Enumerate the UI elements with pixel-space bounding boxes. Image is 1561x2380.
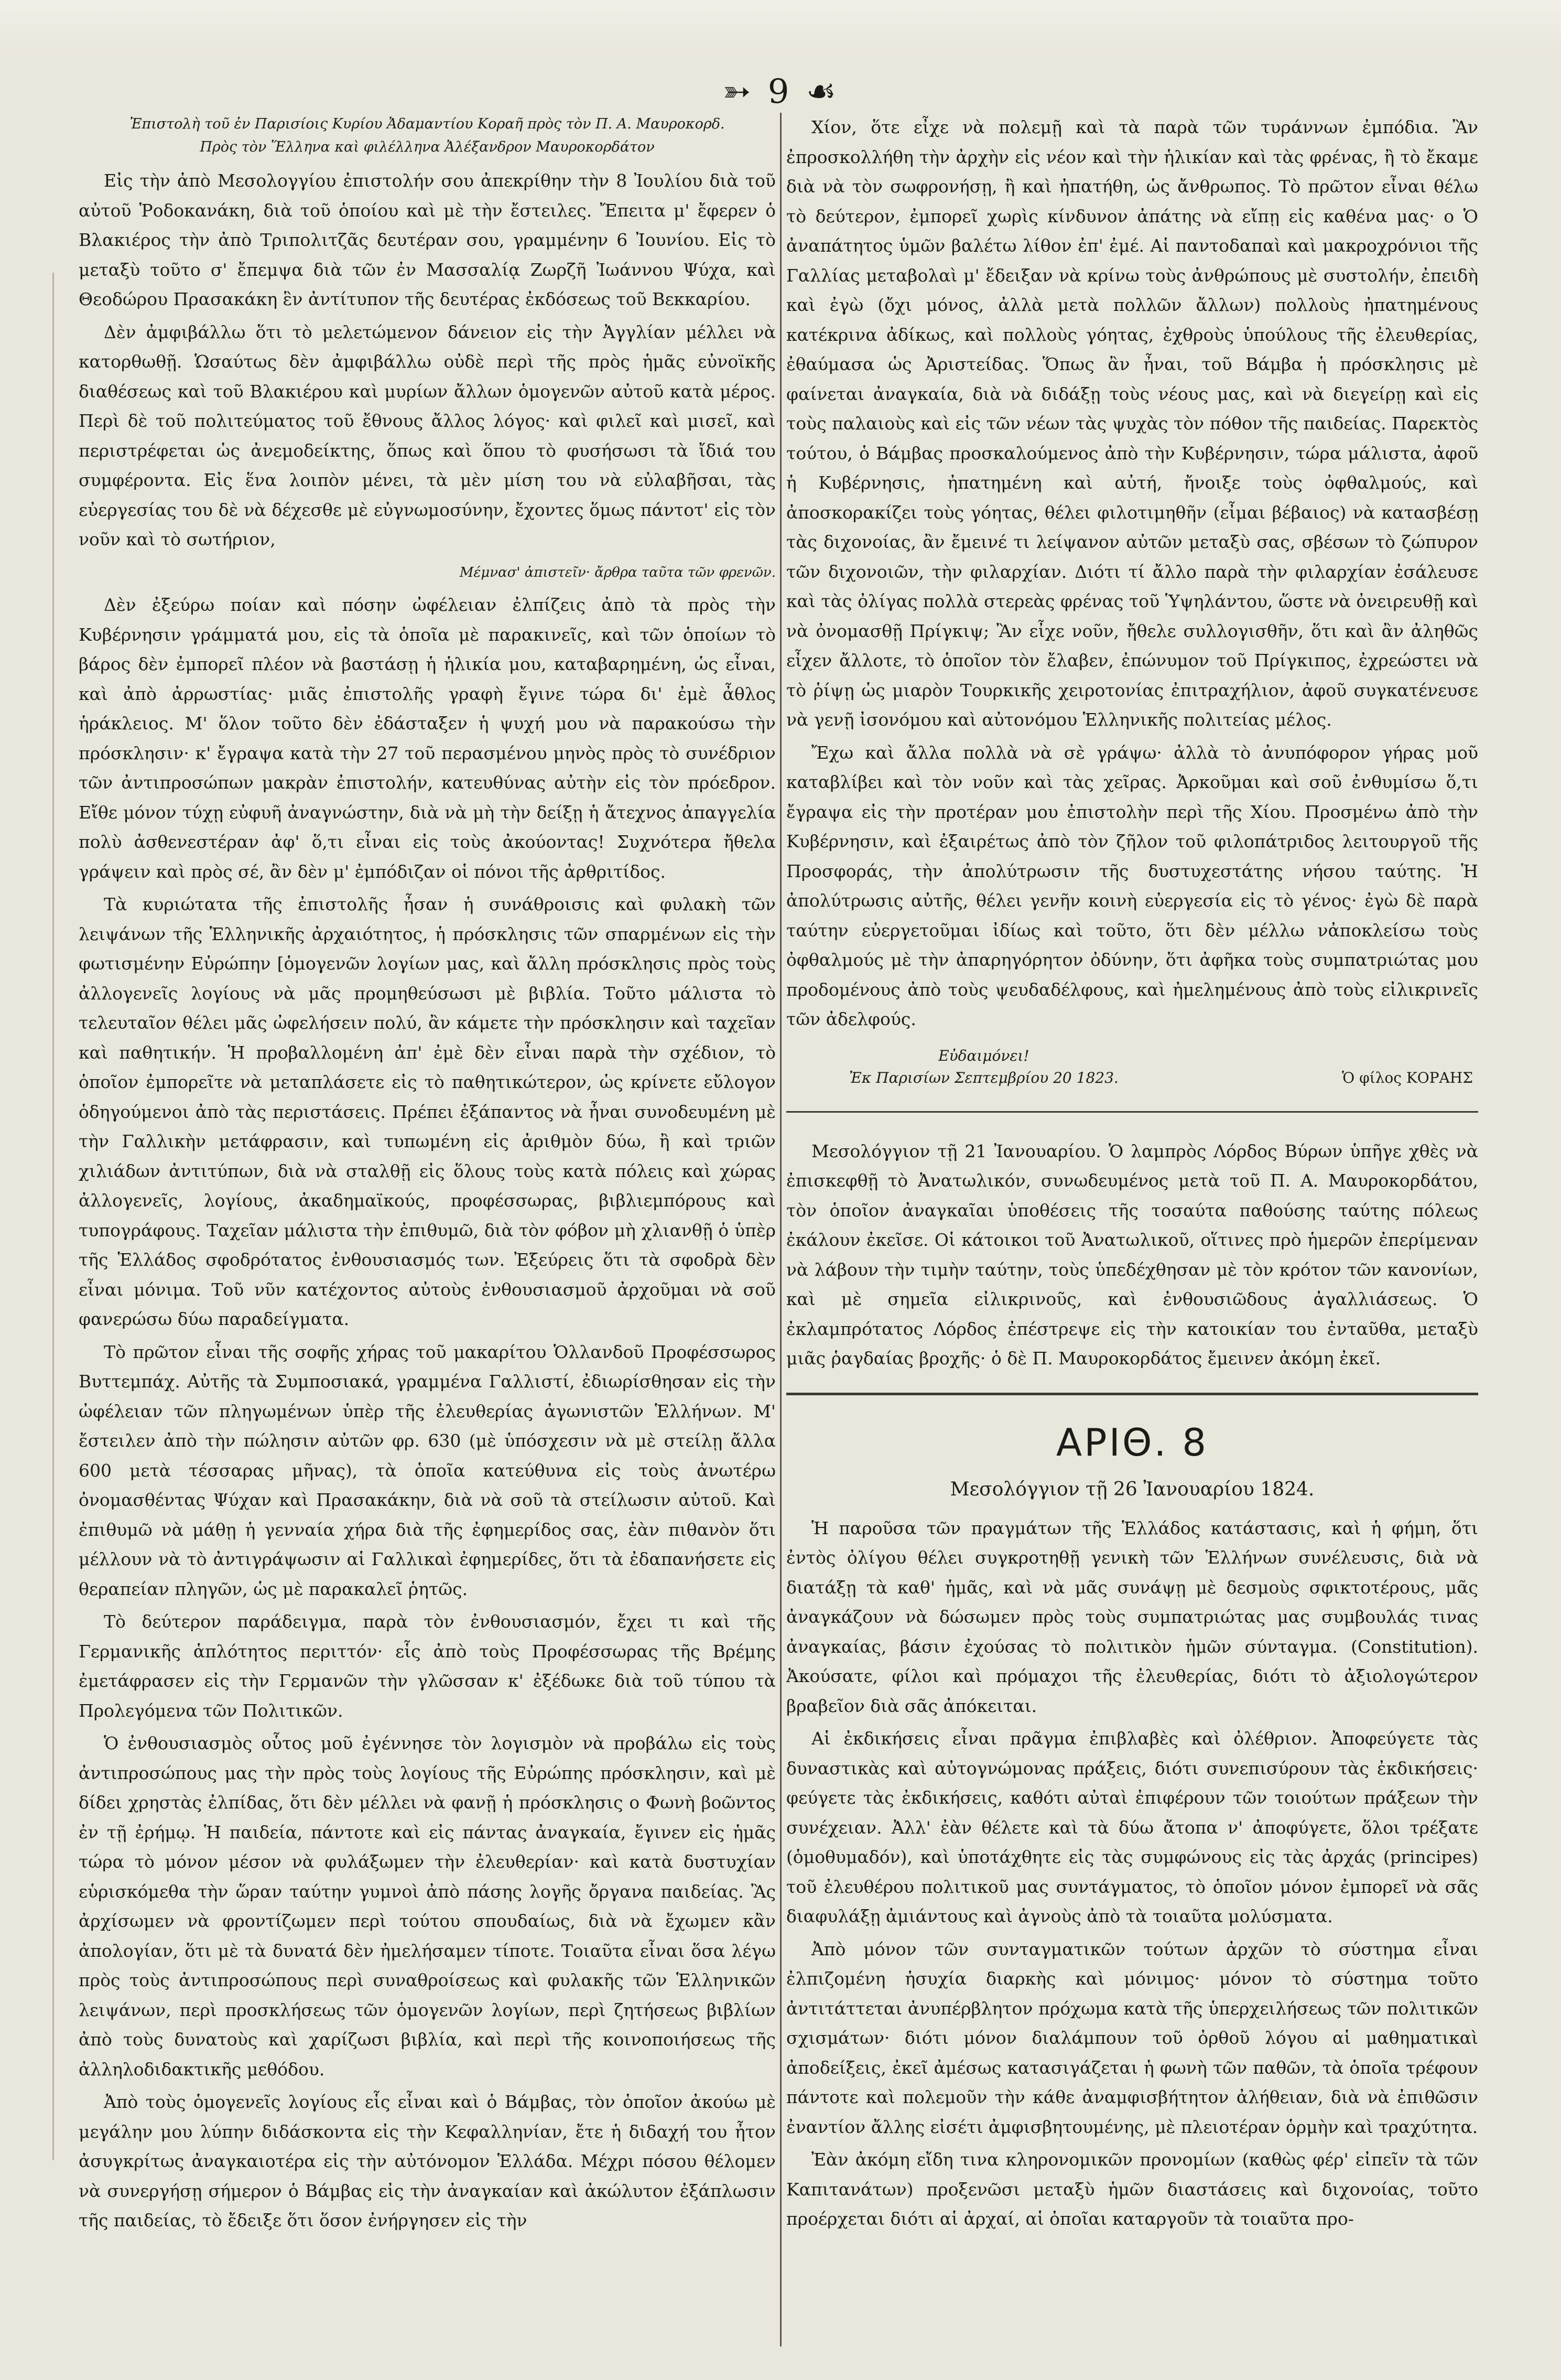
letter-heading <box>79 113 776 159</box>
paragraph: Εἰς τὴν ἀπὸ Μεσολογγίου ἐπιστολήν σου ἀπεκρίθην τὴν 8 Ἰουλίου διὰ τοῦ αὐτοῦ Ῥοδοκανάκη, διὰ τοῦ ὁποίου καὶ μὲ τὴν ἔστειλες. Ἔπειτα μ' ἔφερεν ὁ Βλακιέρος τὴν ἀπὸ Τριπολιτζᾶς δευτέραν σου, γραμμένην 6 Ἰουνίου. Εἰς τὸ μεταξὺ τοῦτο σ' ἔπεμψα διὰ τῶν ἐν Μασσαλίᾳ Ζωρζῆ Ἰωάννου Ψύχα, καὶ Θεοδώρου Πρασακάκη ἓν ἀντίτυπον τῆς δευτέρας ἐκδόσεως τοῦ Βεκκαρίου. <box>79 170 776 309</box>
page-number <box>713 68 849 115</box>
paragraph: Τὸ δεύτερον παράδειγμα, παρὰ τὸν ἐνθουσιασμόν, ἔχει τι καὶ τῆς Γερμανικῆς ἁπλότητος περιττόν· εἷς ἀπὸ τοὺς Προφέσσωρας τῆς Βρέμης ἐμετάφρασεν εἰς τὴν Γερμανῶν τὴν γλῶσσαν κ' ἐξέδωκε διὰ τοῦ τύπου τὰ Προλεγόμενα τῶν Πολιτικῶν. <box>79 1611 776 1721</box>
letter-signoff <box>786 1045 1478 1089</box>
signature: Ὁ φίλος ΚΟΡΑΗΣ <box>1342 1069 1473 1086</box>
paragraph: Τὸ πρῶτον εἶναι τῆς σοφῆς χήρας τοῦ μακαρίτου Ὁλλανδοῦ Προφέσσωρος Βυττεμπάχ. Αὐτῆς τὰ Συμποσιακά, γραμμένα Γαλλιστί, ἐδιωρίσθησαν εἰς τὴν ὠφέλειαν τῶν πληγωμένων ὑπὲρ τῆς ἐλευθερίας ἀγωνιστῶν Ἑλλήνων. Μ' ἔστειλεν ἀπὸ τὴν πώλησιν αὐτῶν φρ. 630 (μὲ ὑπόσχεσιν νὰ μὲ στείλῃ ἄλλα 600 μετὰ τέσσαρας μῆνας), τὰ ὁποῖα κατεύθυνα εἰς τοὺς ἀνωτέρω ὀνομασθέντας Ψύχαν καὶ Πρασακάκην, διὰ νὰ σοῦ τὰ στείλωσιν αὐτοῦ. Καὶ ἐπιθυμῶ νὰ μάθῃ ἡ γενναία χήρα διὰ τῆς ἐφημερίδος σας, ἐὰν πιθανὸν ὅτι μέλλουν νὰ τὸ ἀντιγράψωσιν αἱ Γαλλικαὶ ἐφημερίδες, ὅτι τὰ ἐδαπανήσετε εἰς θεραπείαν πληγῶν, ὡς μὲ παρακαλεῖ ῥητῶς. <box>79 1341 776 1599</box>
section-rule <box>786 1393 1478 1395</box>
news-paragraph: Μεσολόγγιον τῇ 21 Ἰανουαρίου. Ὁ λαμπρὸς Λόρδος Βύρων ὑπῆγε χθὲς νὰ ἐπισκεφθῇ τὸ Ἀνατωλικόν, συνωδευμένος μετὰ τοῦ Π. Α. Μαυροκορδάτου, τὸν ὁποῖον ἀναγκαῖαι ὑποθέσεις τῆς τοσαύτα παθούσης ταύτης πόλεως ἐκάλουν ἐκεῖσε. Οἱ κάτοικοι τοῦ Ἀνατωλικοῦ, οἵτινες πρὸ ἡμερῶν ἐπερίμεναν νὰ λάβουν τὴν τιμὴν ταύτην, τοὺς ὑπεδέχθησαν μὲ τὸν κρότον τῶν κανονίων, καὶ μὲ σημεῖα εἰλικρινοῦς, καὶ ἐνθουσιῶδους ἀγαλλιάσεως. Ὁ ἐκλαμπρότατος Λόρδος ἐπέστρεψε εἰς τὴν κατοικίαν του ἐνταῦθα, μεταξὺ μιᾶς ῥαγδαίας βροχῆς· ὁ δὲ Π. Μαυροκορδάτος ἔμεινεν ἀκόμη ἐκεῖ. <box>786 1140 1478 1369</box>
ornament-left-icon: ➳ <box>722 72 754 111</box>
paragraph: Ὁ ἐνθουσιασμὸς οὗτος μοῦ ἐγέννησε τὸν λογισμὸν νὰ προβάλω εἰς τοὺς ἀντιπροσώπους μας τὴν πρὸς τοὺς λογίους τῆς Εὐρώπης πρόσκλησιν, καὶ μὲ δίδει χρηστὰς ἐλπίδας, ὅτι δὲν μέλλει νὰ φανῇ ἡ πρόσκλησις ο Φωνὴ βοῶντος ἐν τῇ ἐρήμῳ. Ἡ παιδεία, πάντοτε καὶ εἰς πάντας ἀναγκαία, ἔγινεν εἰς ἡμᾶς τώρα τὸ μόνον μέσον νὰ φυλάξωμεν τὴν ἐλευθερίαν· καὶ κατὰ δυστυχίαν εὑρισκόμεθα τὴν ὥραν ταύτην γυμνοὶ ἀπὸ πάσης λογῆς ὄργανα παιδείας. Ἂς ἀρχίσωμεν νὰ φροντίζωμεν περὶ τούτου σπουδαίως, διὰ νὰ ἔχωμεν κἂν ἀπολογίαν, ὅτι μὲ τὰ δυνατά δὲν ἠμελήσαμεν τίποτε. Τοιαῦτα εἶναι ὅσα λέγω πρὸς τοὺς ἀντιπροσώπους περὶ συναθροίσεως καὶ φυλακῆς τῶν Ἑλληνικῶν λειψάνων, περὶ προσκλήσεως τῶν ὁμογενῶν λογίων, περὶ ζητήσεως βιβλίων ἀπὸ τοὺς δυνατοὺς καὶ χαρίζωσι βιβλία, καὶ περὶ τῆς κοινοποιήσεως τῆς ἀλληλοδιδακτικῆς μεθόδου. <box>79 1733 776 2080</box>
paragraph: Ἀπὸ μόνον τῶν συνταγματικῶν τούτων ἀρχῶν τὸ σύστημα εἶναι ἐλπιζομένη ἡσυχία διαρκὴς καὶ μόνιμος· μόνον τὸ σύστημα τοῦτο ἀντιτάττεται ἀνυπέρβλητον πρόχωμα κατὰ τῆς ὑπερχειλήσεως τῶν πολιτικῶν σχισμάτων· διότι μόνον διαλάμπουν τοῦ ὀρθοῦ λόγου αἱ μαθηματικαὶ ἀποδείξεις, ἐκεῖ ἀμέσως κατασιγάζεται ἡ φωνὴ τῶν παθῶν, τὰ ὁποῖα τρέφουν πάντοτε καὶ πολεμοῦν τὴν κάθε ἀναμφισβήτητον ἀλήθειαν, διὰ νὰ ἐπιθῶσιν ἐναντίον ἄλλης εἰσέτι ἀμφισβητουμένης, μὲ πλειοτέραν ὁρμὴν καὶ τραχύτητα. <box>786 1939 1478 2137</box>
letter-heading-line: Ἐπιστολὴ τοῦ ἐν Παρισίοις Κυρίου Ἀδαμαντίου Κοραῆ πρὸς τὸν Π. Α. Μαυροκορδ. <box>129 116 725 132</box>
verse-quote: Μέμνασ' ἀπιστεῖν· ἄρθρα ταῦτα τῶν φρενῶν. <box>459 564 776 580</box>
paragraph: Τὰ κυριώτατα τῆς ἐπιστολῆς ἦσαν ἡ συνάθροισις καὶ φυλακὴ τῶν λειψάνων τῆς Ἑλληνικῆς ἀρχαιότητος, ἡ πρόσκλησις τῶν σπαρμένων εἰς τὴν φωτισμένην Εὐρώπην [ὁμογενῶν λογίων μας, καὶ ἄλλη πρόσκλησις πρὸς τοὺς ἀλλογενεῖς λογίους νὰ μᾶς προμηθεύσωσι μὲ βιβλία. Τοῦτο μάλιστα τὸ τελευταῖον θέλει μᾶς ὠφελήσειν πολύ, ἂν κάμετε τὴν πρόσκλησιν καὶ ταχεῖαν καὶ παθητικήν. Ἡ προβαλλομένη ἀπ' ἐμὲ δὲν εἶναι παρὰ τὴν σχέδιον, τὸ ὁποῖον ἐμπορεῖτε νὰ μεταπλάσετε εἰς τὸ παθητικώτερον, ὡς κρίνετε εὔλογον ὁδηγούμενοι ἀπὸ τὰς περιστάσεις. Πρέπει ἐξάπαντος νὰ ἦναι συνοδευμένη μὲ τὴν Γαλλικὴν μετάφρασιν, καὶ τυπωμένη εἰς ἀριθμὸν δύω, ἢ καὶ τριῶν χιλιάδων ἀντιτύπων, διὰ νὰ σταλθῇ εἰς ὅλους τοὺς κατὰ πόλεις καὶ χώρας ἀλλογενεῖς, λογίους, ἀκαδημαϊκούς, προφέσσωρας, βιβλιεμπόρους καὶ τυπογράφους. Ταχεῖαν μάλιστα τὴν ἐπιθυμῶ, διὰ τὸν φόβον μὴ χλιανθῇ ὁ ὑπὲρ τῆς Ἑλλάδος σφοδρότατος ἐνθουσιασμός των. Ἐξεύρεις ὅτι τὰ σφοδρὰ δὲν εἶναι μόνιμα. Τοῦ νῦν κατέχοντος αὐτοὺς ἐνθουσιασμοῦ ἀρχοῦμαι νὰ σοῦ φανερώσω δύω παραδείγματα. <box>79 894 776 1329</box>
left-column <box>79 113 776 2346</box>
paragraph: Αἱ ἐκδικήσεις εἶναι πρᾶγμα ἐπιβλαβὲς καὶ ὀλέθριον. Ἀποφεύγετε τὰς δυναστικὰς καὶ αὐτογνώμονας πράξεις, διότι συνεπισύρουν τὰς ἐκδικήσεις· φεύγετε τὰς ἐκδικήσεις, καθότι αὐταὶ ἐπιφέρουν τῶν τοιούτων πράξεων τὴν συνέχειαν. Ἀλλ' ἐὰν θέλετε καὶ τὰ δύω ἄτοπα ν' ἀποφύγετε, ὅλοι τρέξατε (ὁμοθυμαδόν), καὶ ὑποτάχθητε εἰς τὰς συμφώνους εἰς τὰς ἀρχάς (principes) τοῦ ἐλευθέρου πολιτικοῦ μας συντάγματος, τὸ ὁποῖον μόνον ἐμπορεῖ νὰ σᾶς διαφυλάξῃ ἀμιάντους καὶ ἀγνοὺς ἀπὸ τὰ τοιαῦτα μολύσματα. <box>786 1728 1478 1926</box>
section-rule <box>786 1111 1478 1113</box>
place-date: Ἐκ Παρισίων Σεπτεμβρίου 20 1823. <box>849 1069 1119 1086</box>
paragraph: Χίον, ὅτε εἶχε νὰ πολεμῇ καὶ τὰ παρὰ τῶν τυράννων ἐμπόδια. Ἂν ἐπροσκολλήθη τὴν ἀρχὴν εἰς νέον καὶ τὴν ἡλικίαν καὶ τὰς φρένας, ἢ τὸ ἔκαμε διὰ νὰ τὸν σωφρονήσῃ, ἢ καὶ ἠπατήθη, ὡς ἄνθρωπος. Τὸ πρῶτον εἶναι θέλω τὸ δεύτερον, ἐμπορεῖ χωρὶς κίνδυνον ἀπάτης νὰ εἴπῃ εἰς καθένα μας· ο Ὁ ἀναπάτητος ὑμῶν βαλέτω λίθον ἐπ' ἐμέ. Αἱ παντοδαπαὶ καὶ μακροχρόνιοι τῆς Γαλλίας μεταβολαὶ μ' ἔδειξαν νὰ κρίνω τοὺς ἀνθρώπους μὲ συστολήν, ἐπειδὴ καὶ ἐγὼ (ὄχι μόνος, ἀλλὰ μετὰ πολλῶν ἄλλων) πολλοὺς ἠπατημένους κατέκρινα ἀδίκως, καὶ πολλοὺς γόητας, ἐχθροὺς ὑπούλους τῆς ἐλευθερίας, ἐθαύμασα ὡς Ἀριστείδας. Ὅπως ἂν ἦναι, τοῦ Βάμβα ἡ πρόσκλησις μὲ φαίνεται ἀναγκαία, διὰ νὰ διδάξῃ τοὺς νέους μας, καὶ νὰ διεγείρῃ καὶ εἰς τοὺς παλαιοὺς καὶ εἰς τῶν νέων τὰς ψυχὰς τὸν πόθον τῆς παιδείας. Παρεκτὸς τούτου, ὁ Βάμβας προσκαλούμενος ἀπὸ τὴν Κυβέρνησιν, τώρα μάλιστα, ἀφοῦ ἡ Κυβέρνησις, ἠπατημένη καὶ αὐτή, ἤνοιξε τοὺς ὀφθαλμούς, καὶ ἀποσκορακίζει τοὺς γόητας, θέλει φιλοτιμηθῆν (εἶμαι βέβαιος) νὰ κατασβέσῃ τὰς διχονοίας, ἂν ἔμεινέ τι λείψανον αὐτῶν μεταξὺ σας, σβέσων τὸ ζώπυρον τῶν διχονοιῶν, τὴν φιλαρχίαν. Διότι τί ἄλλο παρὰ τὴν φιλαρχίαν ἐσάλευσε καὶ τὰς ὀλίγας πολλὰ στερεὰς φρένας τοῦ Ὑψηλάντου, ὥστε νὰ ὀνειρευθῇ καὶ νὰ ὀνομασθῇ Πρίγκιψ; Ἂν εἶχε νοῦν, ἤθελε συλλογισθῆν, ὅτι καὶ ἂν ἀληθῶς εἶχεν ἄλλοτε, τὸ ὁποῖον τὸν ἔλαβεν, ἐπώνυμον τοῦ Πρίγκιπος, ἐχρεώστει νὰ τὸ ῥίψῃ ὡς μιαρὸν Τουρκικῆς χειροτονίας ἐπιτραχήλιον, ἀφοῦ συγκατένευσε νὰ γενῇ ἰσονόμου καὶ αὐτονόμου Ἑλληνικῆς πολιτείας μέλος. <box>786 117 1478 730</box>
binding-edge <box>52 273 54 2160</box>
paragraph: Ἀπὸ τοὺς ὁμογενεῖς λογίους εἷς εἶναι καὶ ὁ Βάμβας, τὸν ὁποῖον ἀκούω μὲ μεγάλην μου λύπην διδάσκοντα εἰς τὴν Κεφαλληνίαν, ἔτε ἡ διδαχή του ἦτον ἀσυγκρίτως ἀναγκαιοτέρα εἰς τὴν αὐτόνομον Ἑλλάδα. Μέχρι πόσου θέλομεν νὰ συνεργήσῃ σήμερον ὁ Βάμβας εἰς τὴν ἀναγκαίαν καὶ ἀκώλυτον ἐξάπλωσιν τῆς παιδείας, τὸ ἔδειξε ὅτι ὅσον ἐνήργησεν εἰς τὴν <box>79 2092 776 2231</box>
issue-title: ΑΡΙΘ. 8 <box>1056 1420 1209 1464</box>
issue-dateline: Μεσολόγγιον τῇ 26 Ἰανουαρίου 1824. <box>950 1478 1315 1500</box>
right-column <box>786 113 1478 2346</box>
signoff-left <box>849 1045 1119 1089</box>
letter-heading-line: Πρὸς τὸν Ἕλληνα καὶ φιλέλληνα Ἀλέξανδρον Μαυροκορδάτον <box>200 139 655 155</box>
farewell: Εὐδαιμόνει! <box>938 1047 1029 1064</box>
page-number-value: 9 <box>767 72 793 111</box>
paragraph: Ἐὰν ἀκόμη εἴδη τινα κληρονομικῶν προνομίων (καθὼς φέρ' εἰπεῖν τὰ τῶν Καπιτανάτων) προξενῶσι μεταξὺ ἡμῶν διαστάσεις καὶ διχονοίας, τοῦτο προέρχεται διότι αἱ ἀρχαί, αἱ ὁποῖαι καταργοῦν τὰ τοιαῦτα προ- <box>786 2149 1478 2229</box>
ornament-right-icon: ☙ <box>806 72 840 111</box>
paragraph: Δὲν ἐξεύρω ποίαν καὶ πόσην ὠφέλειαν ἐλπίζεις ἀπὸ τὰ πρὸς τὴν Κυβέρνησιν γράμματά μου, εἰς τὰ ὁποῖα μὲ παρακινεῖς, καὶ τῶν ὁποίων τὸ βάρος δὲν ἐμπορεῖ πλέον νὰ βαστάσῃ ἡ ἡλικία μου, καταβαρημένη, ὡς εἶναι, καὶ ἀπὸ ἀρρωστίας· μιᾶς ἐπιστολῆς γραφὴ ἔγινε τώρα δι' ἐμὲ ἆθλος ἡράκλειος. Μ' ὅλον τοῦτο δὲν ἐδάσταξεν ἡ ψυχή μου νὰ παρακούσω τὴν πρόσκλησιν· κ' ἔγραψα κατὰ τὴν 27 τοῦ περασμένου μηνὸς πρὸς τὸ συνέδριον τῶν ἀντιπροσώπων μακρὰν ἐπιστολήν, κατευθύνας αὐτὴν εἰς τὸν πρόεδρον. Εἴθε μόνον τύχῃ εὐφυῆ ἀναγνώστην, διὰ νὰ μὴ τὴν δείξῃ ἡ ἄτεχνος ἀπαγγελία πολὺ ἀσθενεστέραν ἀφ' ὅ,τι εἶναι εἰς τοὺς ἀκούοντας! Συχνότερα ἤθελα γράψειν καὶ πρὸς σέ, ἂν δὲν μ' ἐμπόδιζαν οἱ πόνοι τῆς ἀρθριτίδος. <box>79 595 776 882</box>
paragraph: Δὲν ἀμφιβάλλω ὅτι τὸ μελετώμενον δάνειον εἰς τὴν Ἀγγλίαν μέλλει νὰ κατορθωθῇ. Ὡσαύτως δὲν ἀμφιβάλλω οὐδὲ περὶ τῆς πρὸς ἡμᾶς εὐνοϊκῆς διαθέσεως καὶ τοῦ Βλακιέρου καὶ μυρίων ἄλλων ὁμογενῶν αὐτοῦ κατὰ μέρος. Περὶ δὲ τοῦ πολιτεύματος τοῦ ἔθνους ἄλλος λόγος· καὶ φιλεῖ καὶ μισεῖ, καὶ περιστρέφεται ὡς ἀνεμοδείκτης, ὅπως καὶ ὅπου τὸ φυσήσωσι τὰ ἴδιά του συμφέροντα. Εἰς ἕνα λοιπὸν μένει, τὰ μὲν μίση του νὰ εὐλαβῆσαι, τὰς εὐεργεσίας του δὲ νὰ δέχεσθε μὲ εὐγνωμοσύνην, ἔχοντες ὅμως πάντοτ' εἰς τὸν νοῦν καὶ τὸ σωτήριον, <box>79 321 776 550</box>
column-divider <box>780 113 782 2346</box>
paragraph: Ἔχω καὶ ἄλλα πολλὰ νὰ σὲ γράψω· ἀλλὰ τὸ ἀνυπόφορον γήρας μοῦ καταβλίβει καὶ τὸν νοῦν καὶ τὰς χεῖρας. Ἀρκοῦμαι καὶ σοῦ ἐνθυμίσω ὅ,τι ἔγραψα εἰς τὴν προτέραν μου ἐπιστολὴν περὶ τῆς Χίου. Προσμένω ἀπὸ τὴν Κυβέρνησιν, καὶ ἐξαιρέτως ἀπὸ τὸν ζῆλον τοῦ φιλοπάτριδος λειτουργοῦ τῆς Προσφοράς, τὴν ἀπολύτρωσιν τῆς δυστυχεστάτης νήσου ταύτης. Ἡ ἀπολύτρωσις αὐτῆς, θέλει γενῆν κοινὴ εὐεργεσία εἰς τὸ γένος· ἐγὼ δὲ παρὰ ταύτην εὐεργετοῦμαι ἰδίως καὶ τοῦτο, ὅτι δὲν μέλλω νἀποκλείσω τοὺς ὀφθαλμούς μὲ τὴν ἀπαρηγόρητον ὀδύνην, ὅτι ἀφῆκα τοὺς συμπατριώτας μου προδομένους ἀπὸ τοὺς ψευδαδέλφους, καὶ ἠμελημένους ἀπὸ τοὺς εἰλικρινεῖς τῶν ἀδελφούς. <box>786 742 1478 1029</box>
page-top-margin <box>0 0 1561 58</box>
paragraph: Ἡ παροῦσα τῶν πραγμάτων τῆς Ἑλλάδος κατάστασις, καὶ ἡ φήμη, ὅτι ἐντὸς ὀλίγου θέλει συγκροτηθῇ γενικὴ τῶν Ἑλλήνων συνέλευσις, διὰ νὰ διατάξῃ τὰ καθ' ἡμᾶς, καὶ νὰ μᾶς συνάψῃ μὲ δεσμοὺς σφικτοτέρους, μᾶς ἀναγκάζουν νὰ δώσωμεν πρὸς τοὺς συμπατριώτας μας συμβουλάς τινας ἀναγκαίας, βάσιν ἐχούσας τὸ πολιτικὸν ἡμῶν σύνταγμα. (Constitution). Ἀκούσατε, φίλοι καὶ πρόμαχοι τῆς ἐλευθερίας, διότι τὸ ἀξιολογώτερον βραβεῖον διὰ σᾶς ἀπόκειται. <box>786 1517 1478 1716</box>
